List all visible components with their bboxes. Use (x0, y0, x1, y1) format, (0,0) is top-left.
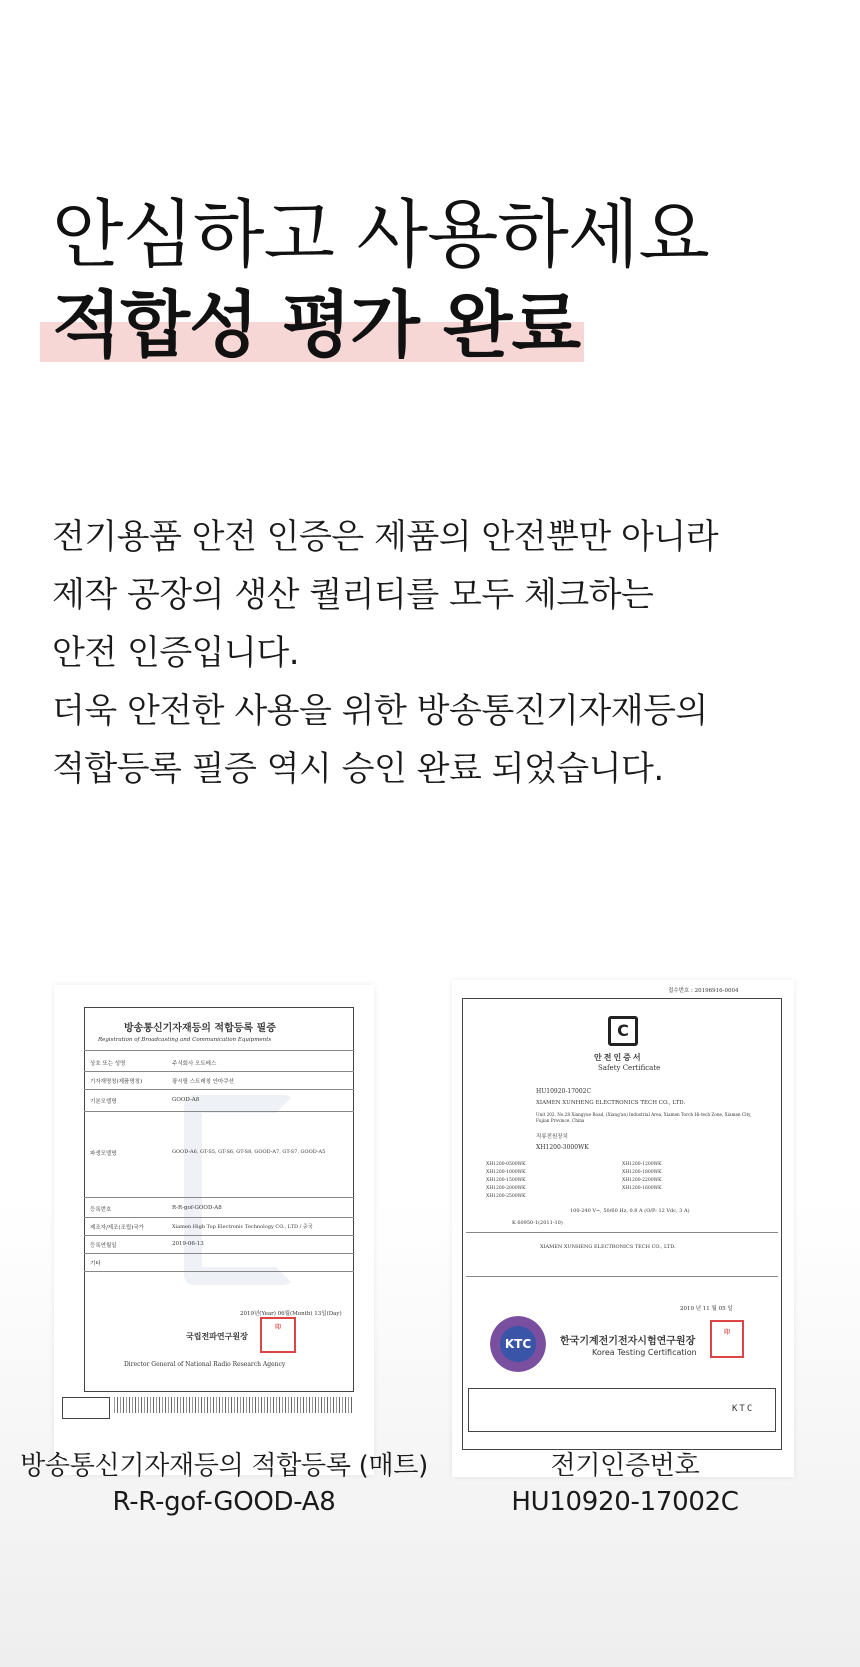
series-model: XH1200-0500WK (486, 1162, 526, 1167)
field-value: GOOD-A8 (172, 1097, 200, 1103)
cert-title-en: Safety Certificate (598, 1064, 661, 1072)
divider (84, 1253, 354, 1254)
field-label: 기자재명칭(제품명칭) (90, 1079, 143, 1085)
caption-title: 전기인증번호 (550, 1451, 700, 1481)
cert-no-value: HU10920-17002C (536, 1088, 592, 1095)
field-label: 상호 또는 성명 (90, 1061, 126, 1067)
body-line: 안전 인증입니다. (52, 633, 300, 673)
issuer-ko: 한국기계전기전자시험연구원장 (560, 1336, 696, 1347)
address-value: Unit 202, No.28 Xiangyue Road, (Xiang'an) Industrial Area, Xiamen Torch Hi-tech Zone, Xiamen City, Fujian Province, China (536, 1112, 752, 1123)
rating-value: 100-240 V~, 50/60 Hz, 0.8 A (O/P: 12 Vdc, 3 A) (570, 1208, 690, 1214)
field-value: 주식회사 오트베스 (172, 1061, 217, 1067)
series-model: XH1200-2200WK (622, 1178, 662, 1183)
cert-agency-ko: 국립전파연구원장 (186, 1331, 248, 1341)
divider (84, 1271, 354, 1272)
caption-title: 방송통신기자재등의 적합등록 (매트) (20, 1451, 428, 1481)
product-value: 직류전원장치 (536, 1134, 568, 1140)
ktc-logo-icon: KTC (490, 1316, 546, 1372)
divider (84, 1071, 354, 1072)
series-model: XH1200-1800WK (622, 1170, 662, 1175)
series-model: XH1200-2000WK (486, 1186, 526, 1191)
series-model: XH1200-1500WK (486, 1178, 526, 1183)
series-model: XH1200-1200WK (622, 1162, 662, 1167)
divider (84, 1111, 354, 1112)
divider (84, 1089, 354, 1090)
cert-agency-en: Director General of National Radio Research Agency (124, 1361, 286, 1368)
body-line: 전기용품 안전 인증은 제품의 안전뿐만 아니라 (52, 517, 719, 557)
divider (84, 1050, 354, 1051)
field-value: R-R-gof-GOOD-A8 (172, 1205, 222, 1211)
field-label: 등록연월일 (90, 1243, 117, 1249)
cert-title-ko: 안전인증서 (594, 1052, 643, 1062)
body-paragraph (52, 508, 812, 798)
headline-line2-wrap (52, 282, 709, 368)
field-label: 기타 (90, 1261, 101, 1267)
cert-date: 2019년(Year) 06월(Month) 13일(Day) (240, 1311, 342, 1317)
caption-number: R-R-gof-GOOD-A8 (112, 1487, 336, 1517)
series-model: XH1200-1000WK (486, 1170, 526, 1175)
cert-title-en: Registration of Broadcasting and Communication Equipments (98, 1037, 272, 1043)
headline-line1: 안심하고 사용하세요 (52, 192, 709, 278)
standard-value: K 60950-1(2011-10) (512, 1220, 563, 1226)
headline (52, 190, 709, 368)
safety-certificate-image (452, 980, 794, 1477)
series-model: XH1200-2500WK (486, 1194, 526, 1199)
cert-date: 2019 년 11 월 05 일 (680, 1306, 733, 1312)
divider (466, 1232, 778, 1233)
field-value: GOOD-A6, GT-S5, GT-S6, GT-S8, GOOD-A7, GT-S7, GOOD-A5 (172, 1149, 326, 1155)
body-line: 더욱 안전한 사용을 위한 방송통진기자재등의 (52, 691, 708, 731)
registration-certificate-image (54, 985, 374, 1475)
caption-safety (440, 1448, 810, 1520)
manufacturer-value: XIAMEN XUNHENG ELECTRONICS TECH CO., LTD. (536, 1100, 686, 1106)
cert-title-ko: 방송통신기자재등의 적합등록 필증 (124, 1023, 276, 1034)
stamp-box (62, 1397, 110, 1419)
field-label: 파생모델명 (90, 1151, 117, 1157)
kc-mark-icon: C (608, 1016, 638, 1046)
notes-box (468, 1388, 776, 1432)
barcode-strip (114, 1397, 354, 1413)
official-seal: 印 (710, 1320, 744, 1358)
divider (84, 1217, 354, 1218)
field-value: 2019-06-13 (172, 1241, 204, 1247)
field-value: Xiamen High Top Electronic Technology CO., LTD / 중국 (172, 1224, 313, 1230)
divider (84, 1235, 354, 1236)
model-value: XH1200-3000WK (536, 1144, 589, 1151)
field-label: 기본모델명 (90, 1099, 117, 1105)
caption-registration (14, 1448, 434, 1520)
series-model: XH1200-1600WK (622, 1186, 662, 1191)
field-label: 제조자/제조(조립)국가 (90, 1225, 144, 1231)
field-value: 광시릴 스트레칭 안마쿠션 (172, 1079, 234, 1085)
divider (84, 1197, 354, 1198)
official-seal: 印 (260, 1317, 296, 1353)
issuer-en: Korea Testing Certification (592, 1348, 697, 1357)
divider (466, 1276, 778, 1277)
body-line: 적합등록 필증 역시 승인 완료 되었습니다. (52, 749, 664, 789)
caption-number: HU10920-17002C (511, 1487, 739, 1517)
ktc-small-mark: KTC (732, 1404, 755, 1414)
headline-line2: 적합성 평가 완료 (52, 283, 580, 367)
cert-number: 접수번호 : 20196916-0004 (668, 988, 739, 994)
body-line: 제작 공장의 생산 퀄리티를 모두 체크하는 (52, 575, 654, 615)
watermark-logo (184, 1095, 294, 1285)
manufacturer-repeat: XIAMEN XUNHENG ELECTRONICS TECH CO., LTD. (540, 1244, 676, 1250)
field-label: 등록번호 (90, 1207, 112, 1213)
